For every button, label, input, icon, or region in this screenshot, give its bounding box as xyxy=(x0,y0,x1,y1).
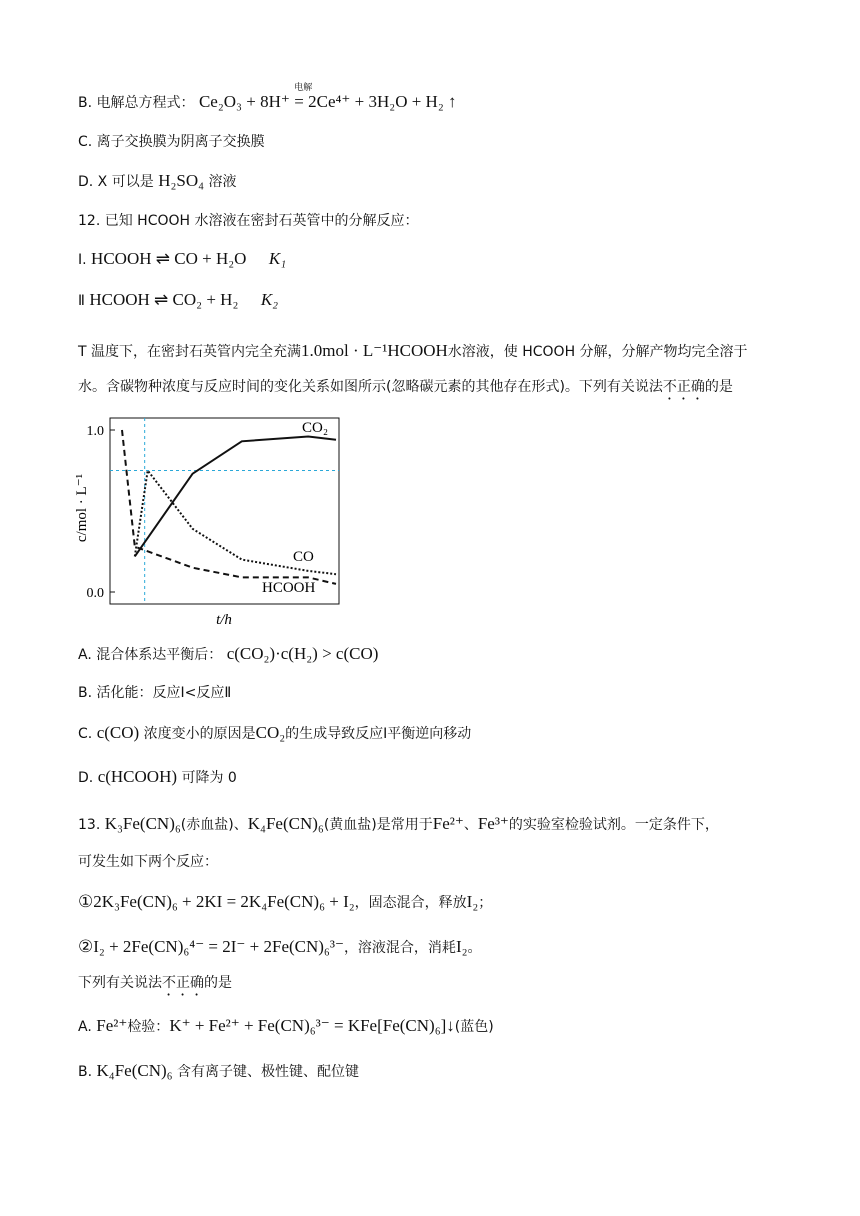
chart-labels xyxy=(74,420,328,628)
y-tick-label: 1.0 xyxy=(86,424,104,439)
q13-text-3: 、 xyxy=(463,817,478,833)
q13-text-4: 的实验室检验试剂。一定条件下， xyxy=(508,817,719,833)
q13-question xyxy=(78,973,232,999)
q11-option-c: C. 离子交换膜为阴离子交换膜 xyxy=(78,134,265,150)
q12-para2-a: 水。含碳物种浓度与反应时间的变化关系如图所示(忽略碳元素的其他存在形式)。下列有关说法 xyxy=(78,379,663,395)
q13-reaction-2-equation: ②I₂ + 2Fe(CN)₆⁴⁻ = 2I⁻ + 2Fe(CN)₆³⁻ xyxy=(78,937,344,956)
q12-reaction-2 xyxy=(78,290,278,311)
q12-reaction-1 xyxy=(78,249,286,270)
q13-option-a-text: 检验： xyxy=(127,1019,170,1035)
q13-stem-line-2: 可发生如下两个反应： xyxy=(78,854,218,870)
q11-option-b-label: B. 电解总方程式： xyxy=(78,95,195,111)
y-axis-title: c/mol · L⁻¹ xyxy=(74,473,90,543)
q13-reaction-2 xyxy=(78,937,482,958)
q12-reaction-2-equation: HCOOH ⇌ CO₂ + H₂ xyxy=(89,290,239,309)
q12-para2-b: 的是 xyxy=(704,379,733,395)
q13-text-2: (黄血盐)是常用于 xyxy=(323,817,433,833)
y-tick-label: 0.0 xyxy=(86,586,104,601)
series-label-2: HCOOH xyxy=(262,580,316,596)
q12-para1-b: 水溶液，使 HCOOH 分解，分解产物均完全溶于 xyxy=(447,344,748,360)
q11-option-b-equation-left: Ce₂O₃ + 8H⁺ xyxy=(198,92,290,111)
series-label-0: CO₂ xyxy=(302,420,329,436)
q13-reaction-2-end: 。 xyxy=(467,940,482,956)
q12-reaction-2-label: Ⅱ xyxy=(78,293,85,309)
q13-formula-red-prussiate: K₃Fe(CN)₆ xyxy=(104,814,181,833)
q12-option-d-label: D. xyxy=(78,770,94,786)
series-line-co xyxy=(135,437,336,557)
q13-option-b-label: B. xyxy=(78,1064,93,1080)
q12-para1-a: T 温度下，在密封石英管内完全充满 xyxy=(78,344,302,360)
q13-option-b-formula: K₄Fe(CN)₆ xyxy=(96,1061,173,1080)
q12-option-c-label: C. xyxy=(78,726,93,742)
q12-option-d-equation: c(HCOOH) xyxy=(97,767,178,786)
q11-option-d-tail: 溶液 xyxy=(208,174,237,190)
q12-option-c-tail: 的生成导致反应Ⅰ平衡逆向移动 xyxy=(285,726,472,742)
q13-reaction-1-text: ，固态混合，释放 xyxy=(354,895,467,911)
q13-reaction-1-end: ； xyxy=(478,895,493,911)
q13-formula-fe2: Fe²⁺ xyxy=(432,814,464,833)
q13-text-1: (赤血盐)、 xyxy=(180,817,248,833)
q13-reaction-1-i2: I₂ xyxy=(466,892,479,911)
q13-reaction-1 xyxy=(78,892,492,913)
q11-option-d xyxy=(78,171,237,192)
q12-paragraph-line-1 xyxy=(78,341,748,362)
q13-question-b: 的是 xyxy=(204,975,232,991)
q13-option-a xyxy=(78,1016,494,1037)
q13-question-a: 下列有关说法 xyxy=(78,975,162,991)
q13-question-emphasis: 不正确 xyxy=(162,975,204,991)
q12-option-a-label: A. 混合体系达平衡后： xyxy=(78,647,223,663)
q13-formula-yellow-prussiate: K₄Fe(CN)₆ xyxy=(247,814,324,833)
q11-electrolysis-condition: 电解 xyxy=(294,83,313,93)
q12-para1-concentration: 1.0mol · L⁻¹HCOOH xyxy=(301,341,448,360)
q12-reaction-1-label: Ⅰ. xyxy=(78,252,87,268)
series-label-1: CO xyxy=(293,549,314,565)
q13-reaction-2-text: ，溶液混合，消耗 xyxy=(343,940,456,956)
q12-option-c-mid: 浓度变小的原因是 xyxy=(143,726,256,742)
q12-option-c-equation: c(CO) xyxy=(96,723,140,742)
q12-option-a xyxy=(78,644,378,665)
q13-option-a-equation: K⁺ + Fe²⁺ + Fe(CN)₆³⁻ = KFe[Fe(CN)₆]↓ xyxy=(169,1016,455,1035)
concentration-time-chart xyxy=(72,408,352,628)
q12-option-b: B. 活化能：反应Ⅰ<反应Ⅱ xyxy=(78,685,232,701)
q13-option-b-tail: 含有离子键、极性键、配位键 xyxy=(177,1064,360,1080)
q13-option-a-ion: Fe²⁺ xyxy=(96,1016,128,1035)
q13-option-a-label: A. xyxy=(78,1019,92,1035)
q12-stem: 12. 已知 HCOOH 水溶液在密封石英管中的分解反应： xyxy=(78,213,419,229)
q11-option-d-formula: H₂SO₄ xyxy=(158,171,205,190)
q13-reaction-2-i2: I₂ xyxy=(455,937,468,956)
q12-k1: K₁ xyxy=(268,249,287,268)
q13-option-a-tail: (蓝色) xyxy=(454,1019,494,1035)
q12-option-c-formula: CO₂ xyxy=(255,723,286,742)
q13-formula-fe3: Fe³⁺ xyxy=(477,814,509,833)
q13-option-b xyxy=(78,1061,359,1082)
q11-option-b xyxy=(78,83,457,113)
q12-option-d xyxy=(78,767,237,788)
q13-stem-line-1 xyxy=(78,814,719,835)
q11-option-b-equals xyxy=(294,83,457,113)
q13-reaction-1-equation: ①2K₃Fe(CN)₆ + 2KI = 2K₄Fe(CN)₆ + I₂ xyxy=(78,892,355,911)
q12-option-a-equation: c(CO₂)·c(H₂) > c(CO) xyxy=(226,644,379,663)
chart-reference-lines xyxy=(110,418,339,604)
q12-para2-emphasis: 不正确 xyxy=(662,379,705,395)
q12-reaction-1-equation: HCOOH ⇌ CO + H₂O xyxy=(91,249,247,268)
q12-option-d-tail: 可降为 0 xyxy=(181,770,237,786)
q12-paragraph-line-2 xyxy=(78,377,733,403)
q11-option-d-label: D. X 可以是 xyxy=(78,174,154,190)
q11-option-b-equation-right: = 2Ce⁴⁺ + 3H₂O + H₂ ↑ xyxy=(294,92,457,111)
x-axis-title: t/h xyxy=(216,612,232,628)
q12-k2: K₂ xyxy=(260,290,279,309)
q12-option-c xyxy=(78,723,471,744)
q13-number: 13. xyxy=(78,817,101,833)
